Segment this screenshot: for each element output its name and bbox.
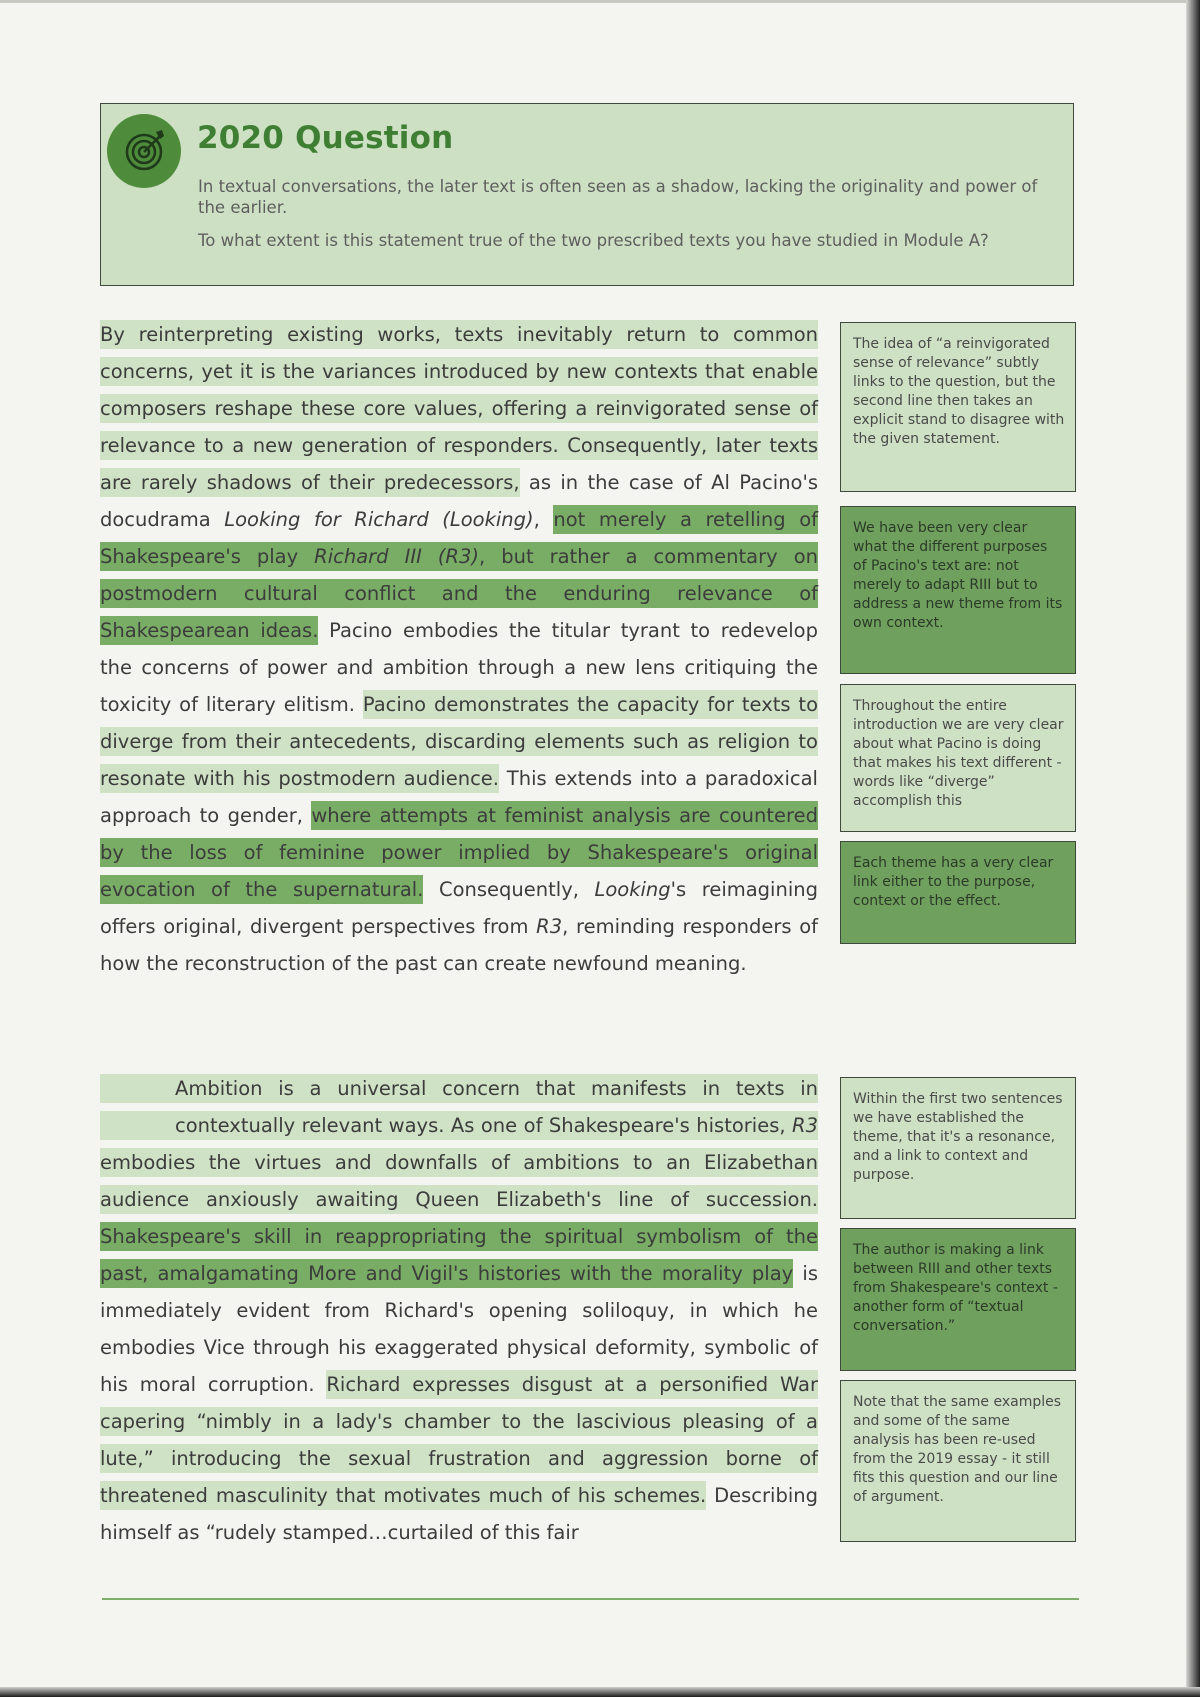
- margin-note: Each theme has a very clear link either to the purpose, context or the effect.: [840, 841, 1076, 944]
- page-bottom-edge: [0, 1687, 1200, 1697]
- text-title: R3: [792, 1111, 818, 1140]
- page-top-edge: [0, 0, 1200, 3]
- highlighted-text: By reinterpreting existing works, texts inevitably return to common concerns, yet it is the variances introduced by new contexts that enable composers reshape these core values, offering a reinvigorated sense of relevance to a new generation of responders. Consequently, later texts are rarely shadows of their predecessors,: [100, 320, 818, 497]
- highlighted-text: Richard expresses disgust at a personified War capering “nimbly in a lady's chamber to the lascivious pleasing of a lute,” introducing the sexual frustration and aggression borne of threatened masculinity that motivates much of his schemes.: [100, 1370, 818, 1510]
- essay-text: This extends into a paradoxical approach to gender,: [100, 767, 818, 827]
- text-title: Richard III (R3): [314, 542, 479, 571]
- highlighted-text: embodies the virtues and downfalls of ambitions to an Elizabethan audience anxiously awaiting Queen Elizabeth's line of succession.: [100, 1148, 818, 1214]
- highlighted-text: where attempts at feminist analysis are countered by the loss of feminine power implied by Shakespeare's original evocation of the supernatural.: [100, 801, 818, 904]
- question-title: 2020 Question: [197, 120, 454, 156]
- text-title: Looking for Richard (Looking): [224, 508, 534, 531]
- essay-text: Pacino embodies the titular tyrant to redevelop the concerns of power and ambition through a new lens critiquing the toxicity of literary elitism.: [100, 619, 818, 716]
- target-badge: [107, 114, 181, 188]
- essay-text: is immediately evident from Richard's opening soliloquy, in which he embodies Vice through his exaggerated physical deformity, symbolic of his moral corruption.: [100, 1262, 818, 1396]
- margin-note: Throughout the entire introduction we are very clear about what Pacino is doing that makes his text different - words like “diverge” accomplish this: [840, 684, 1076, 832]
- highlighted-text: Shakespeare's skill in reappropriating the spiritual symbolism of the past, amalgamating More and Vigil's histories with the morality play: [100, 1222, 818, 1288]
- text-title: R3: [536, 915, 563, 938]
- question-instruction: To what extent is this statement true of the two prescribed texts you have studied in Module A?: [198, 231, 989, 250]
- highlighted-text: Ambition is a universal concern that manifests in texts in contextually relevant ways. As one of Shakespeare's histories,: [100, 1074, 818, 1140]
- target-icon: [120, 127, 168, 175]
- text-title: Looking: [594, 878, 671, 901]
- footer-divider: [102, 1598, 1079, 1600]
- essay-text: Consequently,: [423, 878, 595, 901]
- essay-text: ,: [533, 508, 554, 531]
- essay-text: Describing himself as “rudely stamped…curtailed of this fair: [100, 1484, 818, 1544]
- question-prompt: In textual conversations, the later text is often seen as a shadow, lacking the originality and power of the earlier.: [198, 177, 1038, 217]
- essay-paragraph-body: [100, 1070, 818, 1551]
- highlighted-text: , but rather a commentary on postmodern cultural conflict and the enduring relevance of Shakespearean ideas.: [100, 542, 818, 645]
- question-box: [100, 103, 1074, 286]
- page-binding-edge: [1186, 0, 1200, 1697]
- margin-note: The author is making a link between RIII and other texts from Shakespeare's context - another form of “textual conversation.”: [840, 1228, 1076, 1371]
- essay-text: as in the case of Al Pacino's docudrama: [100, 471, 819, 531]
- highlighted-text: Pacino demonstrates the capacity for texts to diverge from their antecedents, discarding elements such as religion to resonate with his postmodern audience.: [100, 690, 818, 793]
- margin-note: We have been very clear what the different purposes of Pacino's text are: not merely to adapt RIII but to address a new theme from its own context.: [840, 506, 1076, 674]
- margin-note: The idea of “a reinvigorated sense of relevance” subtly links to the question, but the second line then takes an explicit stand to disagree with the given statement.: [840, 322, 1076, 492]
- essay-paragraph-introduction: [100, 316, 818, 982]
- highlighted-text: not merely a retelling of Shakespeare's play: [100, 505, 818, 571]
- essay-text: , reminding responders of how the reconstruction of the past can create newfound meaning.: [100, 915, 818, 975]
- margin-note: Within the first two sentences we have established the theme, that it's a resonance, and a link to context and purpose.: [840, 1077, 1076, 1219]
- margin-note: Note that the same examples and some of the same analysis has been re-used from the 2019 essay - it still fits this question and our line of argument.: [840, 1380, 1076, 1542]
- essay-text: 's reimagining offers original, divergent perspectives from: [100, 878, 818, 938]
